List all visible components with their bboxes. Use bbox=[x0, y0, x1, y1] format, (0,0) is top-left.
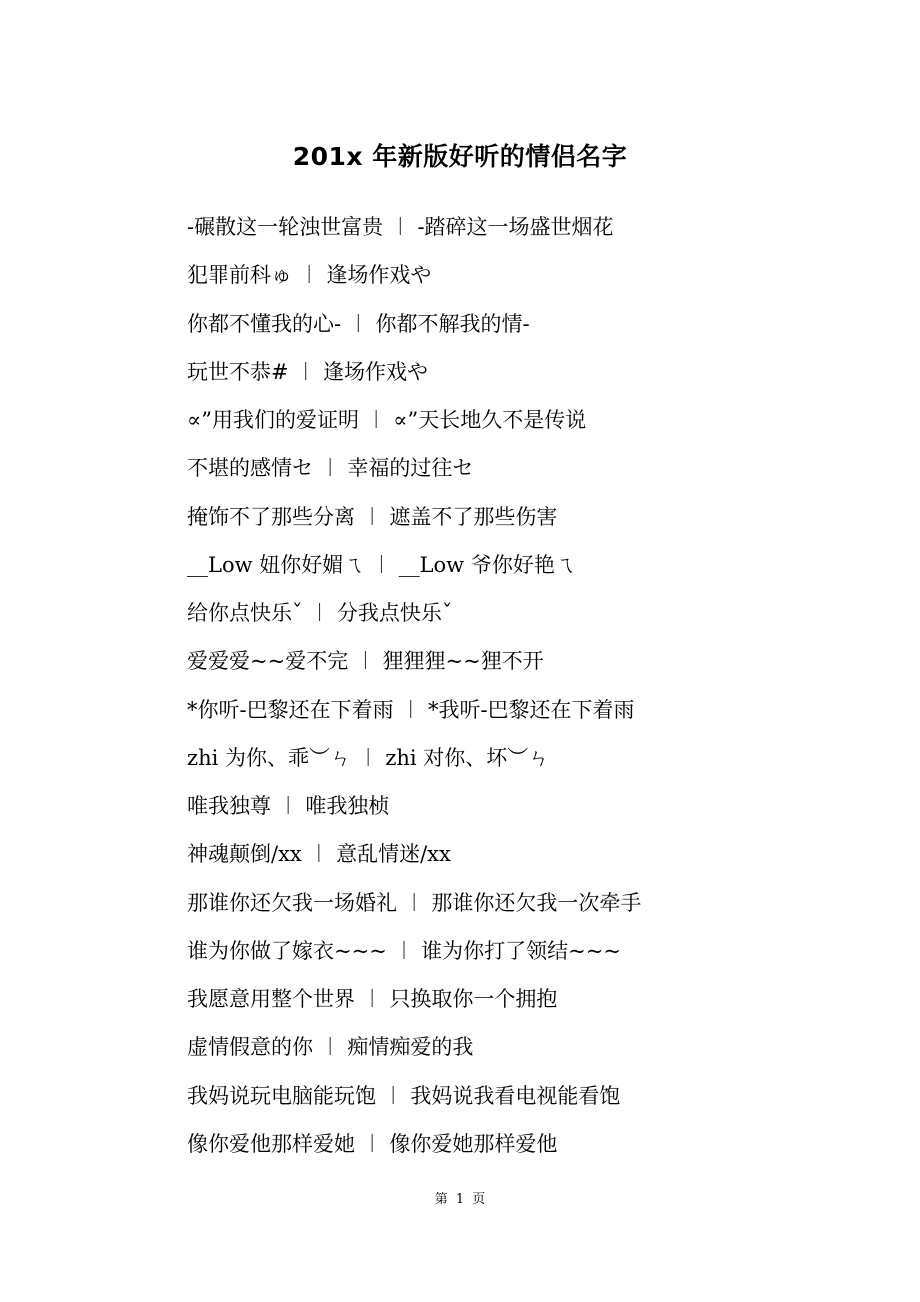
page-number: 1 bbox=[455, 1192, 465, 1207]
list-item: 给你点快乐ˇ ︱ 分我点快乐ˇ bbox=[187, 601, 453, 625]
list-item: 虚情假意的你 ︱ 痴情痴爱的我 bbox=[187, 1035, 474, 1060]
list-item: 爱爱爱~~爱不完 ︱ 狸狸狸~~狸不开 bbox=[187, 649, 544, 674]
list-item: -碾散这一轮浊世富贵 ︱ -踏碎这一场盛世烟花 bbox=[187, 215, 614, 239]
list-item: 那谁你还欠我一场婚礼 ︱ 那谁你还欠我一次牵手 bbox=[187, 890, 642, 915]
document-title: 201x 年新版好听的情侣名字 bbox=[292, 142, 628, 171]
list-item: 掩饰不了那些分离 ︱ 遮盖不了那些伤害 bbox=[187, 504, 558, 529]
list-item: 谁为你做了嫁衣~~~ ︱ 谁为你打了领结~~~ bbox=[187, 938, 621, 963]
list-item: 唯我独尊 ︱ 唯我独桢 bbox=[187, 794, 390, 818]
list-item: __Low 妞你好媚ㄟ ︱ __Low 爷你好艳ㄟ bbox=[187, 552, 576, 577]
list-item: *你听-巴黎还在下着雨 ︱ *我听-巴黎还在下着雨 bbox=[187, 697, 635, 722]
list-item: 神魂颠倒/xx ︱ 意乱情迷/xx bbox=[187, 842, 451, 867]
names-list bbox=[187, 203, 827, 1168]
list-item: 我妈说玩电脑能玩饱 ︱ 我妈说我看电视能看饱 bbox=[187, 1083, 621, 1108]
list-item: 犯罪前科ゅ ︱ 逢场作戏や bbox=[187, 263, 432, 288]
list-item: 像你爱他那样爱她 ︱ 像你爱她那样爱他 bbox=[187, 1131, 558, 1156]
list-item: 玩世不恭# ︱ 逢场作戏や bbox=[187, 359, 428, 384]
page-footer-suffix: 页 bbox=[472, 1192, 486, 1207]
list-item: 你都不懂我的心- ︱ 你都不解我的情- bbox=[187, 311, 530, 336]
page-footer-prefix: 第 bbox=[434, 1192, 448, 1207]
list-item: ∝”用我们的爱证明 ︱ ∝”天长地久不是传说 bbox=[187, 408, 587, 432]
page-footer bbox=[0, 1189, 920, 1211]
list-item: zhi 为你、乖︶ㄣ ︱ zhi 对你、坏︶ㄣ bbox=[187, 745, 550, 770]
list-item: 我愿意用整个世界 ︱ 只换取你一个拥抱 bbox=[187, 987, 558, 1011]
list-item: 不堪的感情セ ︱ 幸福的过往セ bbox=[187, 456, 474, 481]
